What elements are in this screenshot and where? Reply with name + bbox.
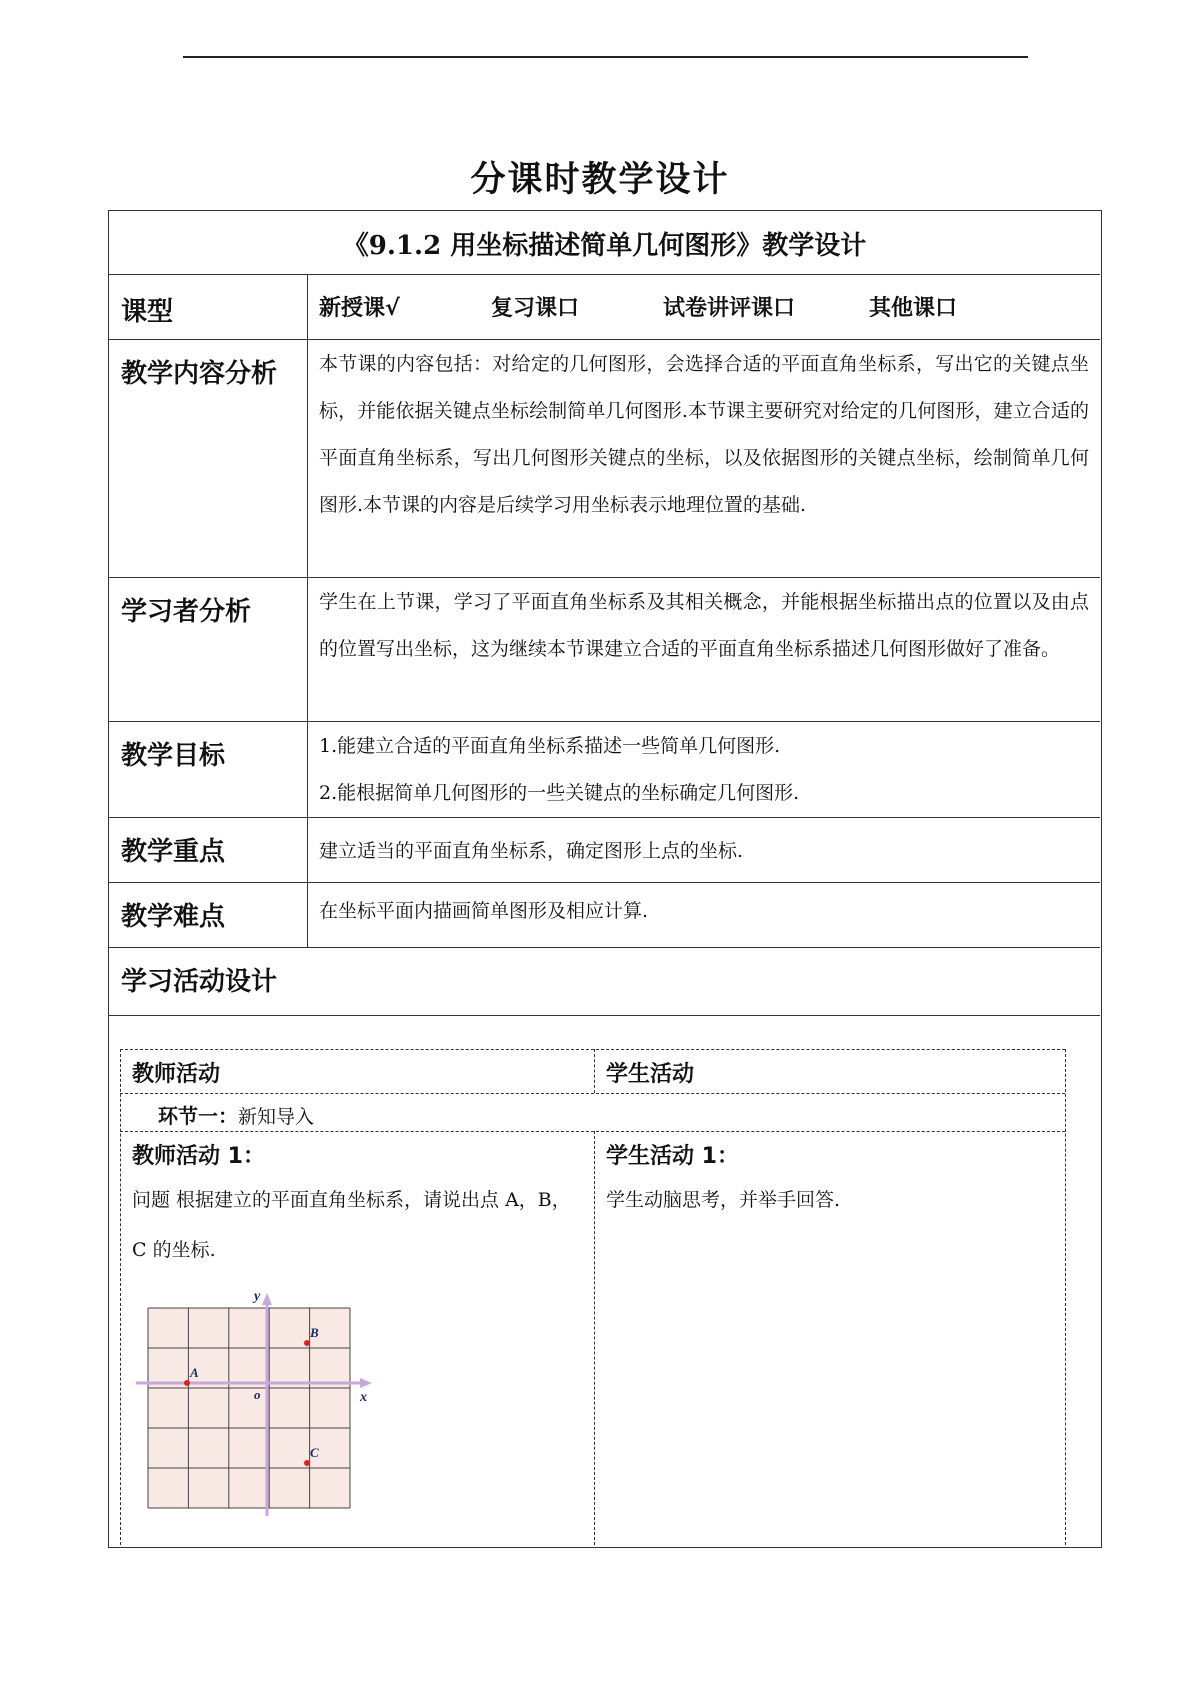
- point-c: [304, 1460, 310, 1466]
- point-b: [304, 1340, 310, 1346]
- dashed-border: [594, 1049, 595, 1093]
- activities-label: 学习活动设计: [121, 967, 278, 997]
- student-activity-text: 学生动脑思考，并举手回答.: [606, 1189, 841, 1211]
- row-divider: [109, 947, 1100, 948]
- course-type-label: 课型: [121, 297, 174, 327]
- key-points-label: 教学重点: [121, 837, 226, 867]
- grid-background: [148, 1308, 350, 1508]
- dashed-border: [120, 1049, 1065, 1050]
- stage-row: [158, 1100, 314, 1129]
- coordinate-grid-figure: [30, 1288, 390, 1528]
- dashed-border: [1065, 1049, 1066, 1545]
- row-divider: [109, 882, 1100, 883]
- difficulties-text: 在坐标平面内描画简单图形及相应计算.: [319, 900, 649, 922]
- row-divider: [109, 817, 1100, 818]
- content-analysis-text: 本节课的内容包括：对给定的几何图形，会选择合适的平面直角坐标系，写出它的关键点坐标，并能依据关键点坐标绘制简单几何图形.本节课主要研究对给定的几何图形，建立合适的平面直角坐标系，写出几何图形关键点的坐标，以及依据图形的关键点坐标，绘制简单几何图形.本节课的内容是后续学习用坐标表示地理位置的基础.: [319, 353, 1089, 516]
- course-type-option-other: 其他课口: [869, 296, 958, 321]
- row-divider: [109, 339, 1100, 340]
- student-activity-header: 学生活动: [606, 1062, 695, 1087]
- lesson-title: 《9.1.2 用坐标描述简单几何图形》教学设计: [342, 231, 867, 261]
- objectives-label: 教学目标: [121, 741, 226, 771]
- course-type-option-new: 新授课√: [319, 296, 400, 321]
- dashed-border: [594, 1131, 595, 1545]
- stage-label: 环节一：: [158, 1104, 238, 1128]
- difficulties-label: 教学难点: [121, 902, 226, 932]
- point-label-b: B: [310, 1325, 319, 1340]
- row-divider: [109, 274, 1100, 275]
- key-points-text: 建立适当的平面直角坐标系，确定图形上点的坐标.: [319, 840, 744, 862]
- row-divider: [109, 721, 1100, 722]
- course-type-option-review: 复习课口: [491, 296, 580, 321]
- x-axis-label: x: [360, 1390, 367, 1405]
- teacher-activity-header: 教师活动: [132, 1062, 221, 1087]
- header-rule: [183, 56, 1028, 58]
- page-title: 分课时教学设计: [470, 160, 730, 200]
- objective-item-1: 1.能建立合适的平面直角坐标系描述一些简单几何图形.: [319, 735, 781, 757]
- y-axis-label: y: [254, 1289, 261, 1304]
- row-divider: [109, 1015, 1100, 1016]
- teacher-activity-title: 教师活动 1：: [132, 1144, 265, 1169]
- dashed-border: [120, 1093, 1065, 1094]
- learner-analysis-label: 学习者分析: [121, 597, 252, 627]
- content-analysis-label: 教学内容分析: [121, 359, 278, 389]
- x-axis-arrow-icon: [360, 1378, 372, 1388]
- teacher-activity-text: 问题 根据建立的平面直角坐标系，请说出点 A，B，C 的坐标.: [132, 1189, 571, 1261]
- objective-item-2: 2.能根据简单几何图形的一些关键点的坐标确定几何图形.: [319, 782, 800, 804]
- point-a: [184, 1380, 190, 1386]
- dashed-border: [120, 1131, 1065, 1132]
- course-type-option-exam: 试卷讲评课口: [663, 296, 796, 321]
- row-divider: [109, 577, 1100, 578]
- point-label-c: C: [310, 1445, 319, 1460]
- student-activity-title: 学生活动 1：: [606, 1144, 739, 1169]
- y-axis-arrow-icon: [262, 1293, 272, 1305]
- learner-analysis-text: 学生在上节课，学习了平面直角坐标系及其相关概念，并能根据坐标描出点的位置以及由点的位置写出坐标，这为继续本节课建立合适的平面直角坐标系描述几何图形做好了准备。: [319, 591, 1089, 660]
- column-divider: [307, 274, 308, 947]
- origin-label: o: [254, 1387, 261, 1402]
- point-label-a: A: [190, 1365, 199, 1380]
- stage-text: 新知导入: [238, 1106, 315, 1128]
